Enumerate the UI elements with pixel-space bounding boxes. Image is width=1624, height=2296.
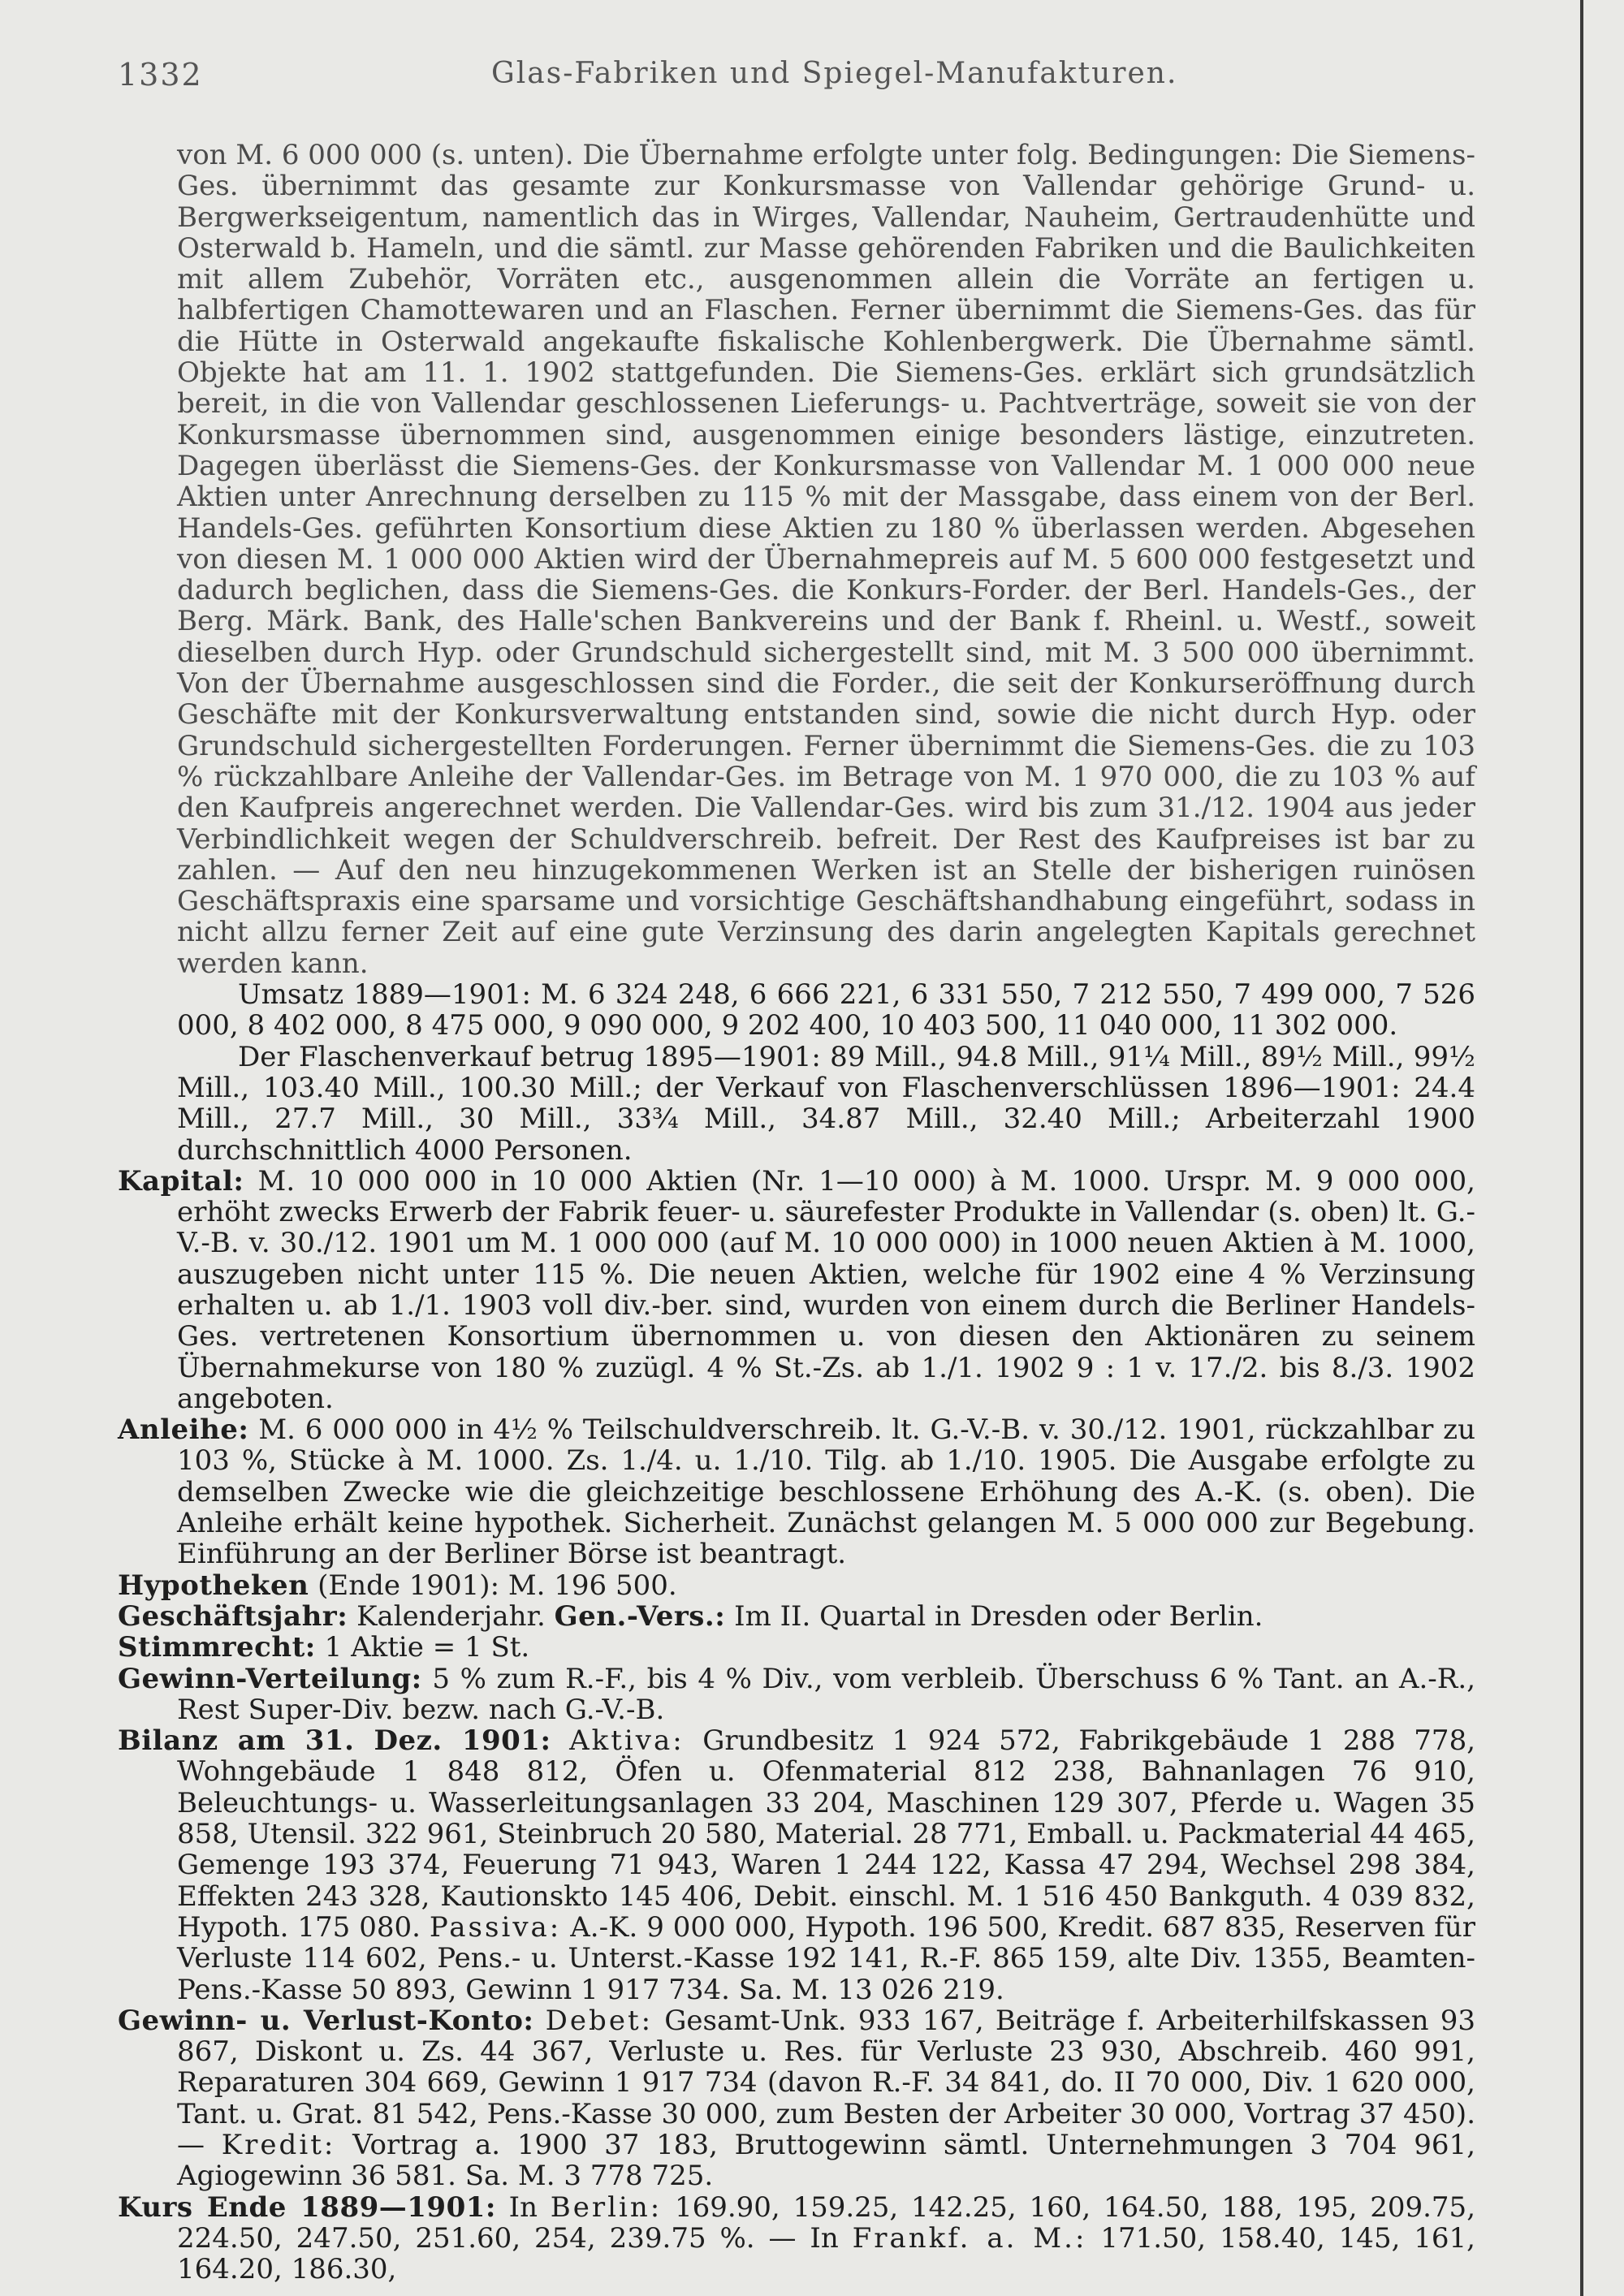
entry-label: Hypotheken: [118, 1569, 309, 1602]
entry-text: M. 6 000 000 in 4½ % Teilschuldverschreib. lt. G.-V.-B. v. 30./12. 1901, rückzahlbar zu 103 %, Stücke à M. 1000. Zs. 1./4. u. 1./10. Tilg. ab 1./10. 1905. Die Ausgabe erfolgte zu demselben Zwecke wie die gleichzeitige beschlossene Erhöhung des A.-K. (s. oben). Die Anleihe erhält keine hypothek. Sicherheit. Zunächst gelangen M. 5 000 000 zur Begebung. Einführung an der Berliner Börse ist beantragt.: [177, 1413, 1475, 1571]
entry-text: (Ende 1901): M. 196 500.: [317, 1569, 677, 1602]
entry-label-secondary: Gen.-Vers.:: [554, 1599, 726, 1633]
entry-text-secondary: Im II. Quartal in Dresden oder Berlin.: [734, 1599, 1263, 1633]
entry-label: Bilanz am 31. Dez. 1901:: [118, 1724, 551, 1758]
entry-bilanz: [118, 1725, 1475, 2005]
bottle-sales-paragraph: Der Flaschenverkauf betrug 1895—1901: 89 Mill., 94.8 Mill., 91¼ Mill., 89½ Mill., 99½ Mill., 103.40 Mill., 100.30 Mill.; der Verkauf von Flaschenverschlüssen 1896—1901: 24.4 Mill., 27.7 Mill., 30 Mill., 33¾ Mill., 34.87 Mill., 32.40 Mill.; Arbeiterzahl 1900 durchschnittlich 4000 Personen.: [177, 1040, 1475, 1167]
entry-label: Geschäftsjahr:: [118, 1599, 348, 1633]
kredit-heading: Kredit:: [221, 2129, 336, 2161]
entry-label: Kapital:: [118, 1164, 244, 1198]
entry-text: Kalenderjahr.: [356, 1599, 546, 1633]
passiva-text: A.-K. 9 000 000, Hypoth. 196 500, Kredit. 687 835, Reserven für Verluste 114 602, Pens.- u. Unterst.-Kasse 192 141, R.-F. 865 159, alte Div. 1355, Beamten-Pens.-Kasse 50 893, Gewinn 1 917 734. Sa. M. 13 026 219.: [177, 1910, 1475, 2006]
entry-gewinn-verlust-konto: Gewinn- u. Verlust-Konto: Debet: Gesamt-Unk. 933 167, Beiträge f. Arbeiterhilfskassen 93 867, Diskont u. Zs. 44 367, Verluste u. Res. für Verluste 23 930, Abschreib. 460 991, Reparaturen 304 669, Gewinn 1 917 734 (davon R.-F. 34 841, do. II 70 000, Div. 1 620 000, Tant. u. Grat. 81 542, Pens.-Kasse 30 000, zum Besten der Arbeiter 30 000, Vortrag 37 450). — Kredit: Vortrag a. 1900 37 183, Bruttogewinn sämtl. Unternehmungen 3 704 961, Agiogewinn 36 581. Sa. M. 3 778 725.: [118, 2004, 1475, 2193]
frankfurt-text: 171.50, 158.40, 145, 161, 164.20, 186.30,: [177, 2221, 1475, 2286]
entry-geschaeftsjahr: [118, 1601, 1475, 1632]
running-title: Glas-Fabriken und Spiegel-Manufakturen.: [491, 57, 1178, 90]
entry-text: M. 10 000 000 in 10 000 Aktien (Nr. 1—10 000) à M. 1000. Urspr. M. 9 000 000, erhöht zwecks Erwerb der Fabrik feuer- u. säurefester Produkte in Vallendar (s. oben) lt. G.-V.-B. v. 30./12. 1901 um M. 1 000 000 (auf M. 10 000 000) in 1000 neuen Aktien à M. 1000, auszugeben nicht unter 115 %. Die neuen Aktien, welche für 1902 eine 4 % Verzinsung erhalten u. ab 1./1. 1903 voll div.-ber. sind, wurden von einem durch die Berliner Handels-Ges. vertretenen Konsortium übernommen u. von diesen den Aktionären zu seinem Übernahmekurse von 180 % zuzügl. 4 % St.-Zs. ab 1./1. 1902 9 : 1 v. 17./2. bis 8./3. 1902 angeboten.: [177, 1164, 1475, 1415]
entry-label: Stimmrecht:: [118, 1631, 316, 1664]
takeover-paragraph: von M. 6 000 000 (s. unten). Die Übernahme erfolgte unter folg. Bedingungen: Die Siemens-Ges. übernimmt das gesamte zur Konkursmasse von Vallendar gehörige Grund- u. Bergwerkseigentum, namentlich das in Wirges, Vallendar, Nauheim, Gertraudenhütte und Osterwald b. Hameln, und die sämtl. zur Masse gehörenden Fabriken und die Baulichkeiten mit allem Zubehör, Vorräten etc., ausgenommen allein die Vorräte an fertigen u. halbfertigen Chamottewaren und an Flaschen. Ferner übernimmt die Siemens-Ges. das für die Hütte in Osterwald angekaufte fiskalische Kohlenbergwerk. Die Übernahme sämtl. Objekte hat am 11. 1. 1902 stattgefunden. Die Siemens-Ges. erklärt sich grundsätzlich bereit, in die von Vallendar geschlossenen Lieferungs- u. Pachtverträge, soweit sie von der Konkursmasse übernommen sind, ausgenommen einige besonders lästige, einzutreten. Dagegen überlässt die Siemens-Ges. der Konkursmasse von Vallendar M. 1 000 000 neue Aktien unter Anrechnung derselben zu 115 % mit der Massgabe, dass einem von der Berl. Handels-Ges. geführten Konsortium diese Aktien zu 180 % überlassen werden. Abgesehen von diesen M. 1 000 000 Aktien wird der Übernahmepreis auf M. 5 600 000 festgesetzt und dadurch beglichen, dass die Siemens-Ges. die Konkurs-Forder. der Berl. Handels-Ges., der Berg. Märk. Bank, des Halle'schen Bankvereins und der Bank f. Rheinl. u. Westf., soweit dieselben durch Hyp. oder Grundschuld sichergestellt sind, mit M. 3 500 000 übernimmt. Von der Übernahme ausgeschlossen sind die Forder., die seit der Konkurseröffnung durch Geschäfte mit der Konkursverwaltung entstanden sind, sowie die nicht durch Hyp. oder Grundschuld sichergestellten Forderungen. Ferner übernimmt die Siemens-Ges. die zu 103 % rückzahlbare Anleihe der Vallendar-Ges. im Betrage von M. 1 970 000, die zu 103 % auf den Kaufpreis angerechnet werden. Die Vallendar-Ges. wird bis zum 31./12. 1904 aus jeder Verbindlichkeit wegen der Schuldverschreib. befreit. Der Rest des Kaufpreises ist bar zu zahlen. — Auf den neu hinzugekommenen Werken ist an Stelle der bisherigen ruinösen Geschäftspraxis eine sparsame und vorsichtige Geschäftshandhabung eingeführt, sodass in nicht allzu ferner Zeit auf eine gute Verzinsung des darin angelegten Kapitals gerechnet werden kann.: [177, 139, 1475, 980]
aktiva-heading: Aktiva:: [569, 1724, 685, 1758]
entry-label: Gewinn-Verteilung:: [118, 1662, 422, 1695]
page-header: [118, 57, 1490, 106]
entry-kurs: [118, 2192, 1475, 2285]
debet-heading: Debet:: [545, 2004, 654, 2037]
entry-label: Anleihe:: [118, 1413, 249, 1447]
page-edge-line: [1580, 0, 1583, 2296]
berlin-heading: Berlin:: [550, 2190, 663, 2224]
entry-hypotheken: [118, 1570, 1475, 1601]
kredit-text: Vortrag a. 1900 37 183, Bruttogewinn sämtl. Unternehmungen 3 704 961, Agiogewinn 36 581. Sa. M. 3 778 725.: [177, 2129, 1475, 2193]
entry-kapital: [118, 1166, 1475, 1414]
berlin-text: 169.90, 159.25, 142.25, 160, 164.50, 188, 195, 209.75, 224.50, 247.50, 251.60, 254, 239.75 %. — In: [177, 2190, 1475, 2255]
entry-anleihe: [118, 1414, 1475, 1569]
entry-text: 1 Aktie = 1 St.: [324, 1631, 530, 1664]
page-content: [118, 140, 1475, 2285]
entry-label: Gewinn- u. Verlust-Konto:: [118, 2004, 534, 2037]
revenue-paragraph: Umsatz 1889—1901: M. 6 324 248, 6 666 221, 6 331 550, 7 212 550, 7 499 000, 7 526 000, 8 402 000, 8 475 000, 9 090 000, 9 202 400, 10 403 500, 11 040 000, 11 302 000.: [177, 978, 1475, 1042]
entry-stimmrecht: [118, 1632, 1475, 1663]
frankfurt-heading: Frankf. a. M.:: [852, 2221, 1087, 2255]
page-number: 1332: [118, 57, 203, 93]
passiva-heading: Passiva:: [429, 1910, 562, 1944]
entry-label: Kurs Ende 1889—1901:: [118, 2190, 496, 2224]
kurs-prefix: In: [508, 2190, 538, 2224]
entry-text: 5 % zum R.-F., bis 4 % Div., vom verbleib. Überschuss 6 % Tant. an A.-R., Rest Super-Div. bezw. nach G.-V.-B.: [177, 1662, 1476, 1726]
aktiva-text: Grundbesitz 1 924 572, Fabrikgebäude 1 288 778, Wohngebäude 1 848 812, Öfen u. Ofenmaterial 812 238, Bahnanlagen 76 910, Beleuchtungs- u. Wasserleitungsanlagen 33 204, Maschinen 129 307, Pferde u. Wagen 35 858, Utensil. 322 961, Steinbruch 20 580, Material. 28 771, Emball. u. Packmaterial 44 465, Gemenge 193 374, Feuerung 71 943, Waren 1 244 122, Kassa 47 294, Wechsel 298 384, Effekten 243 328, Kautionskto 145 406, Debit. einschl. M. 1 516 450 Bankguth. 4 039 832, Hypoth. 175 080.: [177, 1724, 1476, 1944]
entry-gewinn-verteilung: [118, 1664, 1475, 1726]
debet-text: Gesamt-Unk. 933 167, Beiträge f. Arbeiterhilfskassen 93 867, Diskont u. Zs. 44 367, Verluste u. Res. für Verluste 23 930, Abschreib. 460 991, Reparaturen 304 669, Gewinn 1 917 734 (davon R.-F. 34 841, do. II 70 000, Div. 1 620 000, Tant. u. Grat. 81 542, Pens.-Kasse 30 000, zum Besten der Arbeiter 30 000, Vortrag 37 450).: [177, 2004, 1475, 2130]
